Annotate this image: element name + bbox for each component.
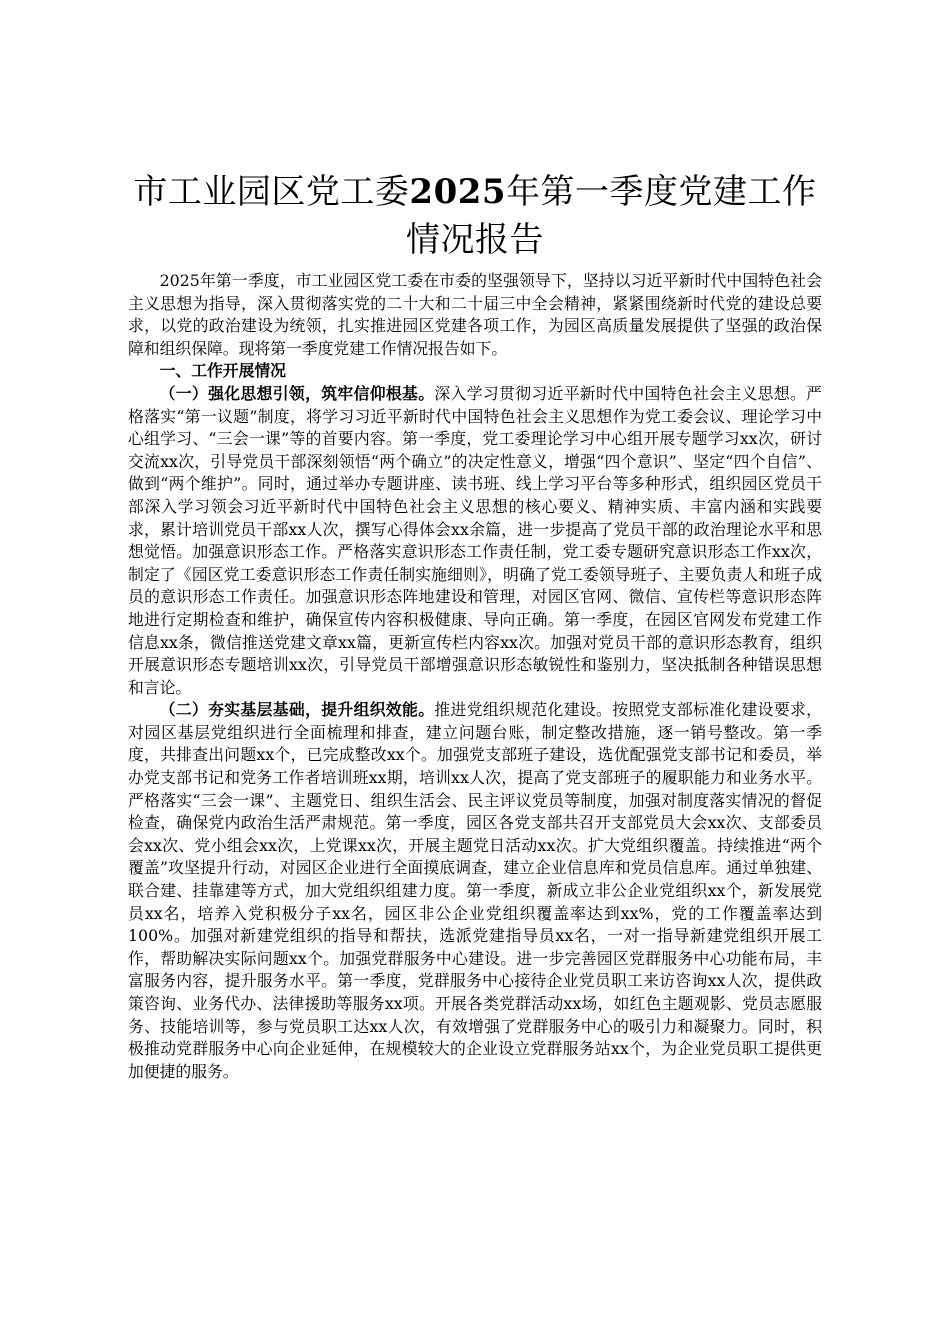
item2-lead: （二）夯实基层基础，提升组织效能。 bbox=[159, 700, 435, 720]
item2-body: 推进党组织规范化建设。按照党支部标准化建设要求，对园区基层党组织进行全面梳理和排查，建立问题台账，制定整改措施，逐一销号整改。第一季度，共排查出问题xx个，已完成整改xx个。加强党支部班子建设，选优配强党支部书记和委员，举办党支部书记和党务工作者培训班xx期，培训xx人次，提高了党支部班子的履职能力和业务水平。严格落实“三会一课”、主题党日、组织生活会、民主评议党员等制度，加强对制度落实情况的督促检查，确保党内政治生活严肃规范。第一季度，园区各党支部共召开支部党员大会xx次、支部委员会xx次、党小组会xx次，上党课xx次，开展主题党日活动xx次。扩大党组织覆盖。持续推进“两个覆盖”攻坚提升行动，对园区企业进行全面摸底调查，建立企业信息库和党员信息库。通过单独建、联合建、挂靠建等方式，加大党组织组建力度。第一季度，新成立非公企业党组织xx个，新发展党员xx名，培养入党积极分子xx名，园区非公企业党组织覆盖率达到xx%，党的工作覆盖率达到100%。加强对新建党组织的指导和帮扶，选派党建指导员xx名，一对一指导新建党组织开展工作，帮助解决实际问题xx个。加强党群服务中心建设。进一步完善园区党群服务中心功能布局，丰富服务内容，提升服务水平。第一季度，党群服务中心接待企业党员职工来访咨询xx人次，提供政策咨询、业务代办、法律援助等服务xx项。开展各类党群活动xx场，如红色主题观影、党员志愿服务、技能培训等，参与党员职工达xx人次，有效增强了党群服务中心的吸引力和凝聚力。同时，积极推动党群服务中心向企业延伸，在规模较大的企业设立党群服务站xx个，为企业党员职工提供更加便捷的服务。 bbox=[128, 700, 822, 1081]
item1-body: 深入学习贯彻习近平新时代中国特色社会主义思想。严格落实“第一议题”制度，将学习习近平新时代中国特色社会主义思想作为党工委会议、理论学习中心组学习、“三会一课”等的首要内容。第一季度，党工委理论学习中心组开展专题学习xx次，研讨交流xx次，引导党员干部深刻领悟“两个确立”的决定性意义，增强“四个意识”、坚定“四个自信”、做到“两个维护”。同时，通过举办专题讲座、读书班、线上学习平台等多种形式，组织园区党员干部深入学习领会习近平新时代中国特色社会主义思想的核心要义、精神实质、丰富内涵和实践要求，累计培训党员干部xx人次，撰写心得体会xx余篇，进一步提高了党员干部的政治理论水平和思想觉悟。加强意识形态工作。严格落实意识形态工作责任制，党工委专题研究意识形态工作xx次，制定了《园区党工委意识形态工作责任制实施细则》，明确了党工委领导班子、主要负责人和班子成员的意识形态工作责任。加强意识形态阵地建设和管理，对园区官网、微信、宣传栏等意识形态阵地进行定期检查和维护，确保宣传内容积极健康、导向正确。第一季度，在园区官网发布党建工作信息xx条，微信推送党建文章xx篇，更新宣传栏内容xx次。加强对党员干部的意识形态教育，组织开展意识形态专题培训xx次，引导党员干部增强意识形态敏锐性和鉴别力，坚决抵制各种错误思想和言论。 bbox=[128, 383, 822, 697]
section-heading: 一、工作开展情况 bbox=[159, 361, 286, 381]
item1-lead: （一）强化思想引领，筑牢信仰根基。 bbox=[159, 383, 435, 403]
title-line2: 情况报告 bbox=[406, 220, 544, 260]
document-page bbox=[128, 168, 822, 1083]
intro-paragraph: 2025年第一季度，市工业园区党工委在市委的坚强领导下，坚持以习近平新时代中国特色社会主义思想为指导，深入贯彻落实党的二十大和二十届三中全会精神，紧紧围绕新时代党的建设总要求，以党的政治建设为统领，扎实推进园区党建各项工作，为园区高质量发展提供了坚强的政治保障和组织保障。现将第一季度党建工作情况报告如下。 bbox=[128, 271, 822, 358]
document-title bbox=[128, 168, 822, 264]
item2-paragraph bbox=[128, 699, 822, 1083]
item1-paragraph bbox=[128, 383, 822, 699]
title-line1-part2: 年第一季度党建工作 bbox=[506, 172, 817, 212]
title-year: 2025 bbox=[409, 172, 507, 212]
title-line1-part1: 市工业园区党工委 bbox=[133, 172, 410, 212]
